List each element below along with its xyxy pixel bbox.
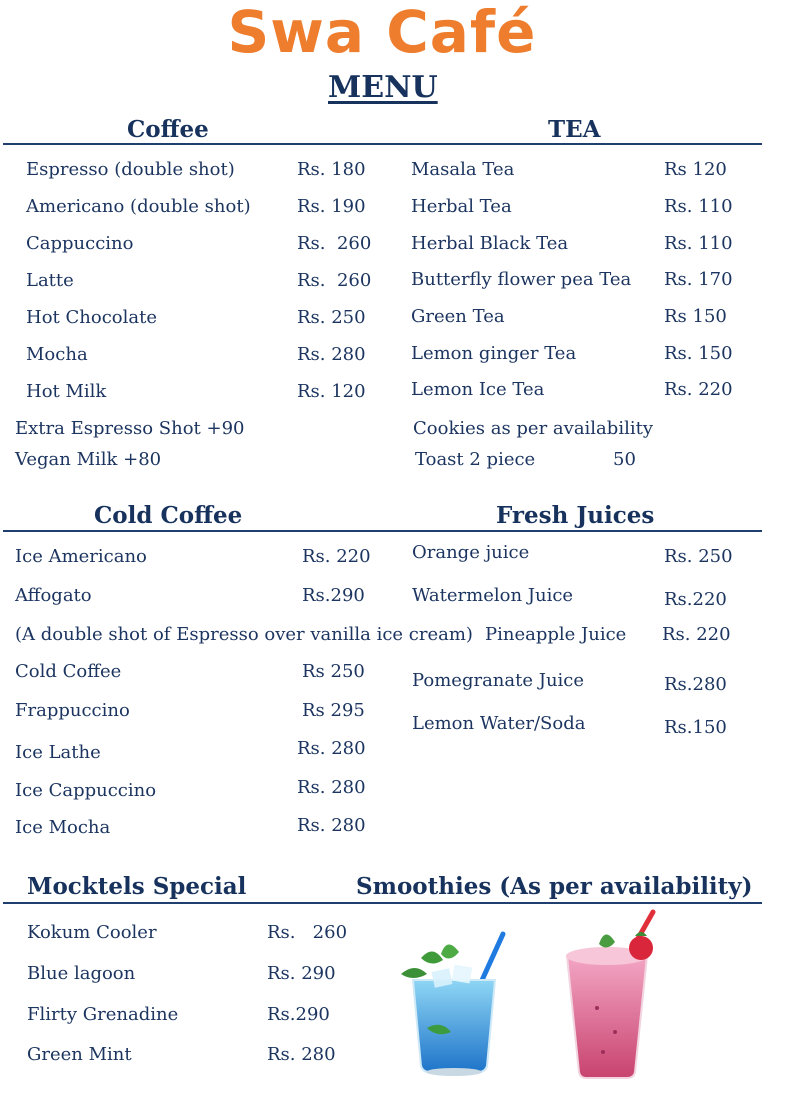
- affogato-description: (A double shot of Espresso over vanilla ice cream): [15, 624, 473, 645]
- menu-item-price: Rs. 280: [297, 777, 366, 798]
- menu-item-name: Butterfly flower pea Tea: [411, 269, 632, 290]
- menu-item-price: Rs.150: [664, 717, 727, 738]
- menu-item-price: Rs. 220: [302, 546, 371, 567]
- menu-item-name: Ice Cappuccino: [15, 780, 157, 801]
- menu-item-price: Rs. 280: [267, 1044, 336, 1065]
- blue-lagoon-drink-icon: [385, 908, 515, 1078]
- menu-item-name: Cappuccino: [26, 233, 134, 254]
- menu-item-price: Rs. 170: [664, 269, 733, 290]
- menu-item-name: Masala Tea: [411, 159, 515, 180]
- menu-item-name: Lemon ginger Tea: [411, 343, 577, 364]
- menu-item-name: Orange juice: [412, 542, 530, 563]
- menu-item-name: Ice Americano: [15, 546, 147, 567]
- menu-item-name: Cold Coffee: [15, 661, 122, 682]
- menu-item-price: Rs. 260: [297, 270, 372, 291]
- menu-item-price: Rs. 220: [662, 624, 731, 645]
- tea-section-title: TEA: [548, 116, 601, 143]
- menu-item-name: Ice Mocha: [15, 817, 111, 838]
- menu-item-price: Rs. 120: [297, 381, 366, 402]
- menu-item-price: Rs. 280: [297, 344, 366, 365]
- menu-item-price: Rs 295: [302, 700, 365, 721]
- cold-coffee-section-title: Cold Coffee: [94, 502, 243, 529]
- menu-item-name: Lemon Ice Tea: [411, 379, 545, 400]
- mocktails-section-title: Mocktels Special: [27, 873, 247, 900]
- menu-item-name: Blue lagoon: [27, 963, 136, 984]
- menu-item-name: Pomegranate Juice: [412, 670, 585, 691]
- menu-item-name: Green Mint: [27, 1044, 132, 1065]
- menu-item-price: Rs. 280: [297, 738, 366, 759]
- menu-heading: MENU: [328, 70, 438, 105]
- cookies-note: Cookies as per availability: [413, 418, 653, 439]
- menu-item-name: Lemon Water/Soda: [412, 713, 586, 734]
- coffee-section-title: Coffee: [127, 116, 209, 143]
- menu-item-name: Herbal Tea: [411, 196, 512, 217]
- divider: [3, 902, 762, 904]
- menu-item-price: Rs. 110: [664, 233, 733, 254]
- extra-note: Extra Espresso Shot +90: [15, 418, 245, 439]
- menu-item-price: Rs. 260: [267, 922, 348, 943]
- menu-item-price: Rs 150: [664, 306, 727, 327]
- menu-item-price: Rs. 250: [664, 546, 733, 567]
- menu-item-name: Kokum Cooler: [27, 922, 157, 943]
- menu-item-name: Pineapple Juice: [485, 624, 627, 645]
- menu-item-price: Rs.220: [664, 589, 727, 610]
- fresh-juices-section-title: Fresh Juices: [496, 502, 655, 529]
- menu-item-price: Rs.290: [302, 585, 365, 606]
- menu-item-name: Americano (double shot): [26, 196, 251, 217]
- menu-item-name: Mocha: [26, 344, 88, 365]
- menu-item-price: Rs. 180: [297, 159, 366, 180]
- menu-item-price: Rs. 280: [297, 815, 366, 836]
- menu-item-name: Green Tea: [411, 306, 505, 327]
- menu-item-price: Rs. 290: [267, 963, 336, 984]
- divider: [3, 530, 762, 532]
- menu-item-price: Rs. 260: [297, 233, 372, 254]
- cafe-name: Swa Café: [227, 0, 537, 66]
- menu-item-price: Rs 250: [302, 661, 365, 682]
- menu-item-name: Latte: [26, 270, 74, 291]
- menu-item-price: Rs. 220: [664, 379, 733, 400]
- menu-item-name: Hot Chocolate: [26, 307, 157, 328]
- menu-item-price: Rs.280: [664, 674, 727, 695]
- menu-item-price: Rs. 190: [297, 196, 366, 217]
- menu-item-name: Frappuccino: [15, 700, 130, 721]
- menu-item-name: Flirty Grenadine: [27, 1004, 179, 1025]
- menu-item-price: Rs.290: [267, 1004, 330, 1025]
- menu-item-price: Rs. 110: [664, 196, 733, 217]
- divider: [3, 143, 762, 145]
- menu-item-price: Rs 120: [664, 159, 727, 180]
- toast-item-price: 50: [613, 449, 636, 470]
- menu-item-name: Espresso (double shot): [26, 159, 235, 180]
- menu-item-price: Rs. 250: [297, 307, 366, 328]
- menu-item-name: Hot Milk: [26, 381, 107, 402]
- menu-item-name: Affogato: [15, 585, 92, 606]
- menu-item-name: Ice Lathe: [15, 742, 101, 763]
- menu-item-name: Herbal Black Tea: [411, 233, 569, 254]
- extra-note: Vegan Milk +80: [15, 449, 162, 470]
- menu-item-name: Watermelon Juice: [412, 585, 574, 606]
- smoothies-section-title: Smoothies (As per availability): [356, 873, 753, 900]
- toast-item-name: Toast 2 piece: [415, 449, 536, 470]
- berry-smoothie-drink-icon: [555, 908, 670, 1083]
- menu-item-price: Rs. 150: [664, 343, 733, 364]
